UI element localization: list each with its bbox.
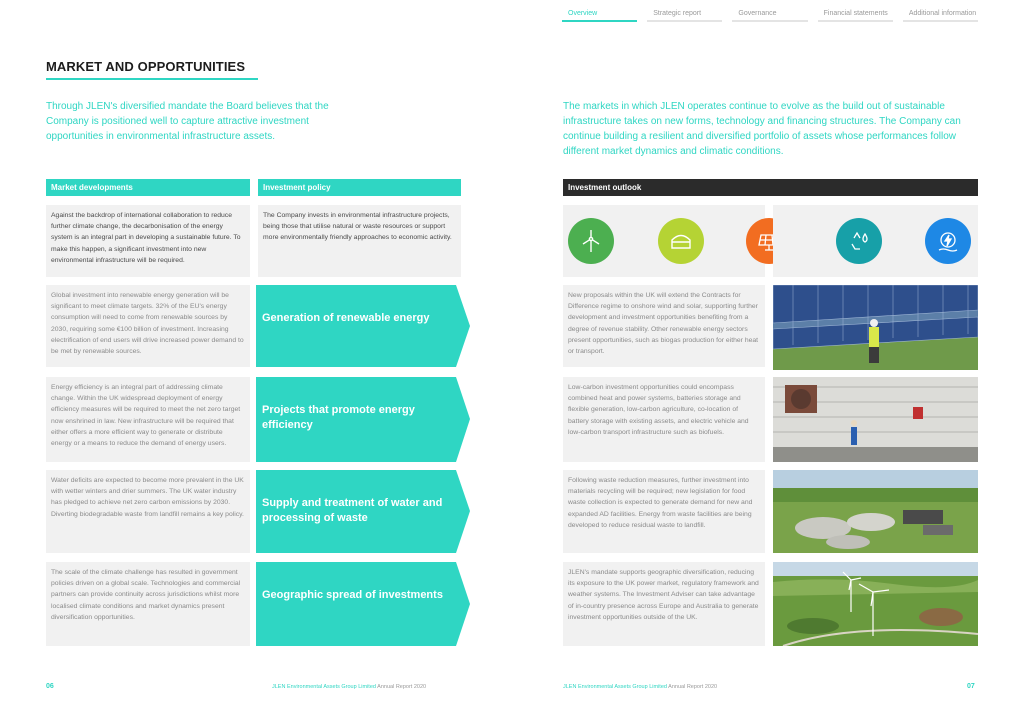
- footer-company-right: JLEN Environmental Assets Group Limited: [563, 684, 667, 690]
- anaerobic-digestion-icon: [658, 218, 704, 264]
- sector-icon-row-right: [773, 205, 978, 277]
- chp-plant-photo: [773, 377, 978, 462]
- investment-policy-header: Investment policy: [258, 179, 461, 196]
- policy-label-4: Geographic spread of investments: [262, 589, 443, 601]
- policy-arrow-3: [256, 470, 470, 552]
- policy-label-2: Projects that promote energy efficiency: [262, 404, 415, 431]
- page-number-left: 06: [46, 683, 54, 690]
- outlook-panel-4: JLEN's mandate supports geographic diversification, reducing its exposure to the UK power market, regulatory framework and weather systems. The Investment Adviser can take advantage of in-country presence across Europe and Australia to generate investment opportunities outside of the UK.: [563, 562, 765, 646]
- page-number-right: 07: [967, 683, 975, 690]
- footer-left: [272, 684, 426, 690]
- page-title: MARKET AND OPPORTUNITIES: [46, 59, 246, 74]
- water-recycle-icon: [836, 218, 882, 264]
- policy-label-1: Generation of renewable energy: [262, 312, 430, 324]
- market-panel-1: Global investment into renewable energy generation will be significant to meet climate targets. 32% of the EU's energy consumption will need to come from renewable sources by 2030, requiring some €100 billion of investment. Increasing electrification of end users will drive increased power demand to be met by renewable sources.: [46, 285, 250, 367]
- top-navigation: [562, 4, 978, 22]
- footer-report-left: Annual Report 2020: [377, 684, 427, 690]
- outlook-panel-3: Following waste reduction measures, further investment into materials recycling will be required; new legislation for food waste collection is expected to generate demand for new and expanded AD facilities. Energy from waste facilities are being developed to reduce residual waste to landfill.: [563, 470, 765, 553]
- policy-arrow-4: [256, 562, 470, 644]
- footer-report-right: Annual Report 2020: [668, 684, 718, 690]
- policy-arrow-2: [256, 377, 470, 459]
- energy-efficiency-icon: [925, 218, 971, 264]
- policy-intro-panel: The Company invests in environmental infrastructure projects, being those that utilise natural or waste resources or support more environmentally friendly approaches to economic activity.: [258, 205, 461, 277]
- market-panel-3: Water deficits are expected to become more prevalent in the UK with wetter winters and drier summers. The UK water industry has pledged to achieve net zero carbon emissions by 2030. Diverting biodegradable waste from landfill remains a key policy.: [46, 470, 250, 553]
- market-intro-panel: Against the backdrop of international collaboration to reduce further climate change, the decarbonisation of the energy system is an integral part in developing a sustainable future. To make this happen, a significant investment into new environmental infrastructure will be required.: [46, 205, 250, 277]
- investment-outlook-header: Investment outlook: [563, 179, 978, 196]
- wind-landscape-photo: [773, 562, 978, 646]
- tab-additional-information[interactable]: Additional information: [903, 4, 978, 22]
- sector-icon-row: [563, 205, 765, 277]
- footer-company-left: JLEN Environmental Assets Group Limited: [272, 684, 376, 690]
- intro-left: Through JLEN's diversified mandate the Board believes that the Company is positioned well to capture attractive investment opportunities in environmental infrastructure assets.: [46, 101, 329, 142]
- solar-farm-photo: [773, 285, 978, 370]
- outlook-panel-1: New proposals within the UK will extend the Contracts for Difference regime to onshore wind and solar, supporting further development and investment opportunities benefiting from a degree of revenue stability. Other renewable energy sectors present opportunities, such as biogas production for either heat or transport.: [563, 285, 765, 367]
- outlook-panel-2: Low-carbon investment opportunities could encompass combined heat and power systems, batteries storage and flexible generation, low-carbon agriculture, co-location of battery storage with existing assets, and electric vehicle and low-carbon transport infrastructure such as biofuels.: [563, 377, 765, 462]
- market-panel-2: Energy efficiency is an integral part of addressing climate change. Within the UK widespread deployment of energy efficiency measures will be required to meet the net zero target now enshrined in law. New infrastructure will be required that either offers a more efficient way to generate or distribute energy or a means to reduce the demand of energy users.: [46, 377, 250, 462]
- tab-strategic-report[interactable]: Strategic report: [647, 4, 722, 22]
- tab-governance[interactable]: Governance: [732, 4, 807, 22]
- tab-financial-statements[interactable]: Financial statements: [818, 4, 893, 22]
- market-panel-4: The scale of the climate challenge has resulted in government policies driven on a global scale. Technologies and commercial partners can provide continuity across jurisdictions whilst more localised climate conditions and market dynamics present diversification opportunities.: [46, 562, 250, 646]
- wind-turbine-icon: [568, 218, 614, 264]
- intro-right: The markets in which JLEN operates continue to evolve as the build out of sustainable infrastructure takes on new forms, technology and financing structures. The Company can continue building a resilient and diversified portfolio of assets whose performances follow different market dynamics and climatic conditions.: [563, 101, 961, 157]
- policy-label-3: Supply and treatment of water and processing of waste: [262, 497, 443, 524]
- tab-overview[interactable]: Overview: [562, 4, 637, 22]
- market-developments-header: Market developments: [46, 179, 250, 196]
- anaerobic-digestion-photo: [773, 470, 978, 553]
- footer-right: [563, 684, 717, 690]
- title-underline: [46, 78, 258, 80]
- policy-arrow-1: [256, 285, 470, 367]
